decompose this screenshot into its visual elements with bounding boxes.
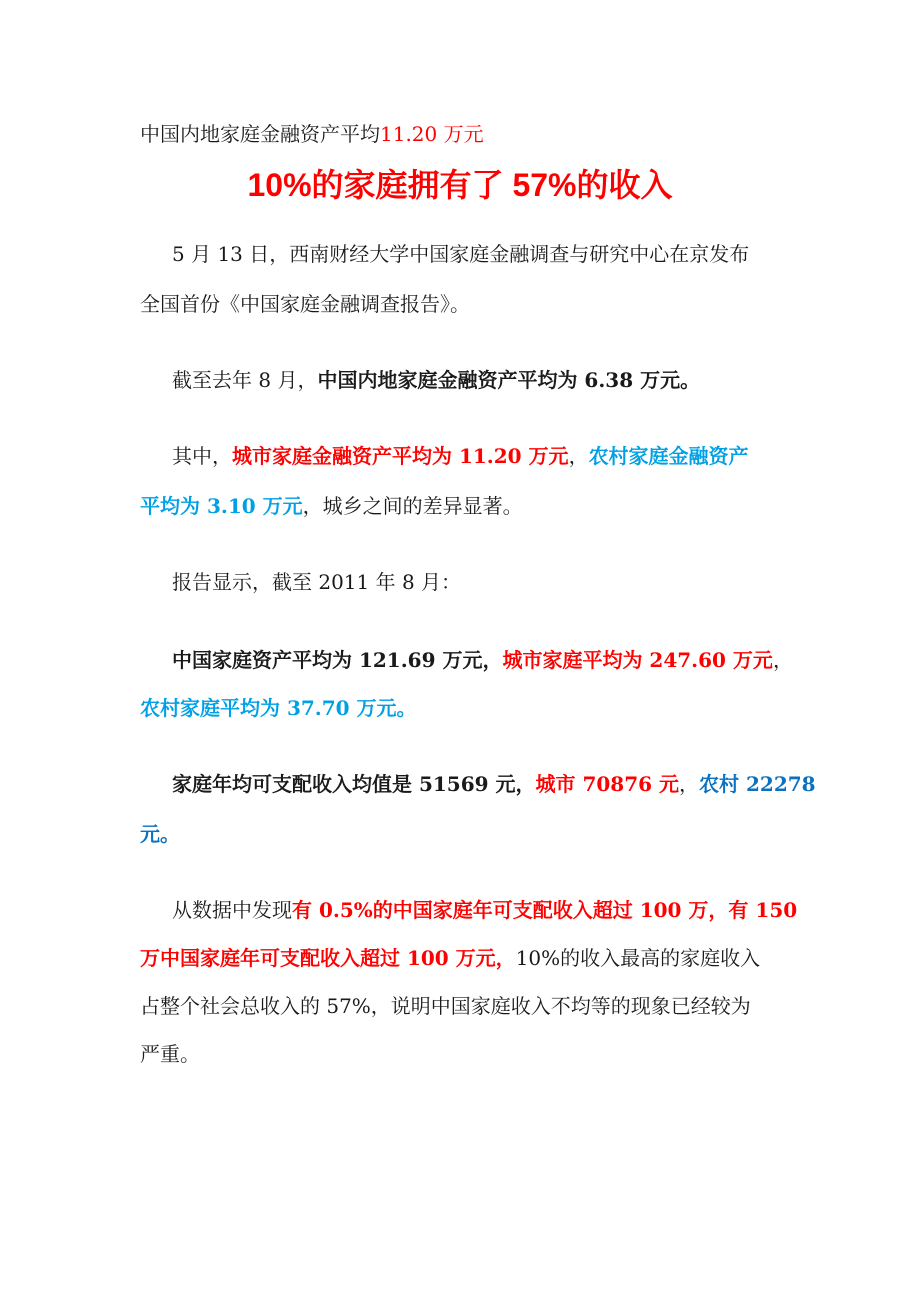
para5-comma: ， [772, 648, 793, 672]
para6-rural-part2: 元。 [140, 822, 180, 846]
para1-line2: 全国首份《中国家庭金融调查报告》。 [140, 292, 470, 316]
header-prefix: 中国内地家庭金融资产平均 [140, 122, 380, 146]
para3-suffix: ，城乡之间的差异显著。 [302, 494, 523, 518]
para6-line1 [172, 772, 816, 796]
para6-comma: ， [679, 772, 700, 796]
para5-national: 中国家庭资产平均为 121.69 万元， [172, 648, 503, 672]
para6-line2 [140, 822, 790, 846]
para2-bold: 中国内地家庭金融资产平均为 6.38 万元。 [317, 368, 701, 392]
para2-prefix: 截至去年 8 月， [172, 368, 318, 392]
para7-red-part1: 有 0.5%的中国家庭年可支配收入超过 100 万，有 150 [292, 898, 798, 922]
para3-line2 [140, 494, 790, 518]
para6-urban: 城市 70876 元 [535, 772, 680, 796]
para1-line1: 5 月 13 日，西南财经大学中国家庭金融调查与研究中心在京发布 [172, 242, 750, 266]
para4-line: 报告显示，截至 2011 年 8 月： [172, 570, 462, 594]
para6-average: 家庭年均可支配收入均值是 51569 元， [172, 772, 536, 796]
para3-rural-part1: 农村家庭金融资产 [588, 444, 749, 468]
para5-urban: 城市家庭平均为 247.60 万元 [502, 648, 773, 672]
para7-prefix: 从数据中发现 [172, 898, 292, 922]
para5-line1 [172, 648, 793, 672]
para7-line2 [140, 946, 790, 970]
para3-prefix: 其中， [172, 444, 232, 468]
para5-rural: 农村家庭平均为 37.70 万元。 [140, 696, 417, 720]
para3-urban: 城市家庭金融资产平均为 11.20 万元 [232, 444, 569, 468]
para7-line4: 严重。 [140, 1042, 200, 1066]
para3-line1 [172, 444, 790, 468]
para7-suffix: 10%的收入最高的家庭收入 [515, 946, 761, 970]
para7-red-part2: 万中国家庭年可支配收入超过 100 万元， [140, 946, 516, 970]
para7-line3: 占整个社会总收入的 57%，说明中国家庭收入不均等的现象已经较为 [140, 994, 751, 1018]
para6-rural-part1: 农村 22278 [699, 772, 816, 796]
para3-comma: ， [568, 444, 589, 468]
para3-rural-part2: 平均为 3.10 万元 [140, 494, 303, 518]
para7-line1 [172, 898, 798, 922]
header-value: 11.20 万元 [380, 122, 484, 146]
para5-line2 [140, 696, 790, 720]
page-title: 10%的家庭拥有了 57%的收入 [247, 167, 673, 203]
header-line [140, 122, 790, 146]
para2-line [172, 368, 790, 392]
